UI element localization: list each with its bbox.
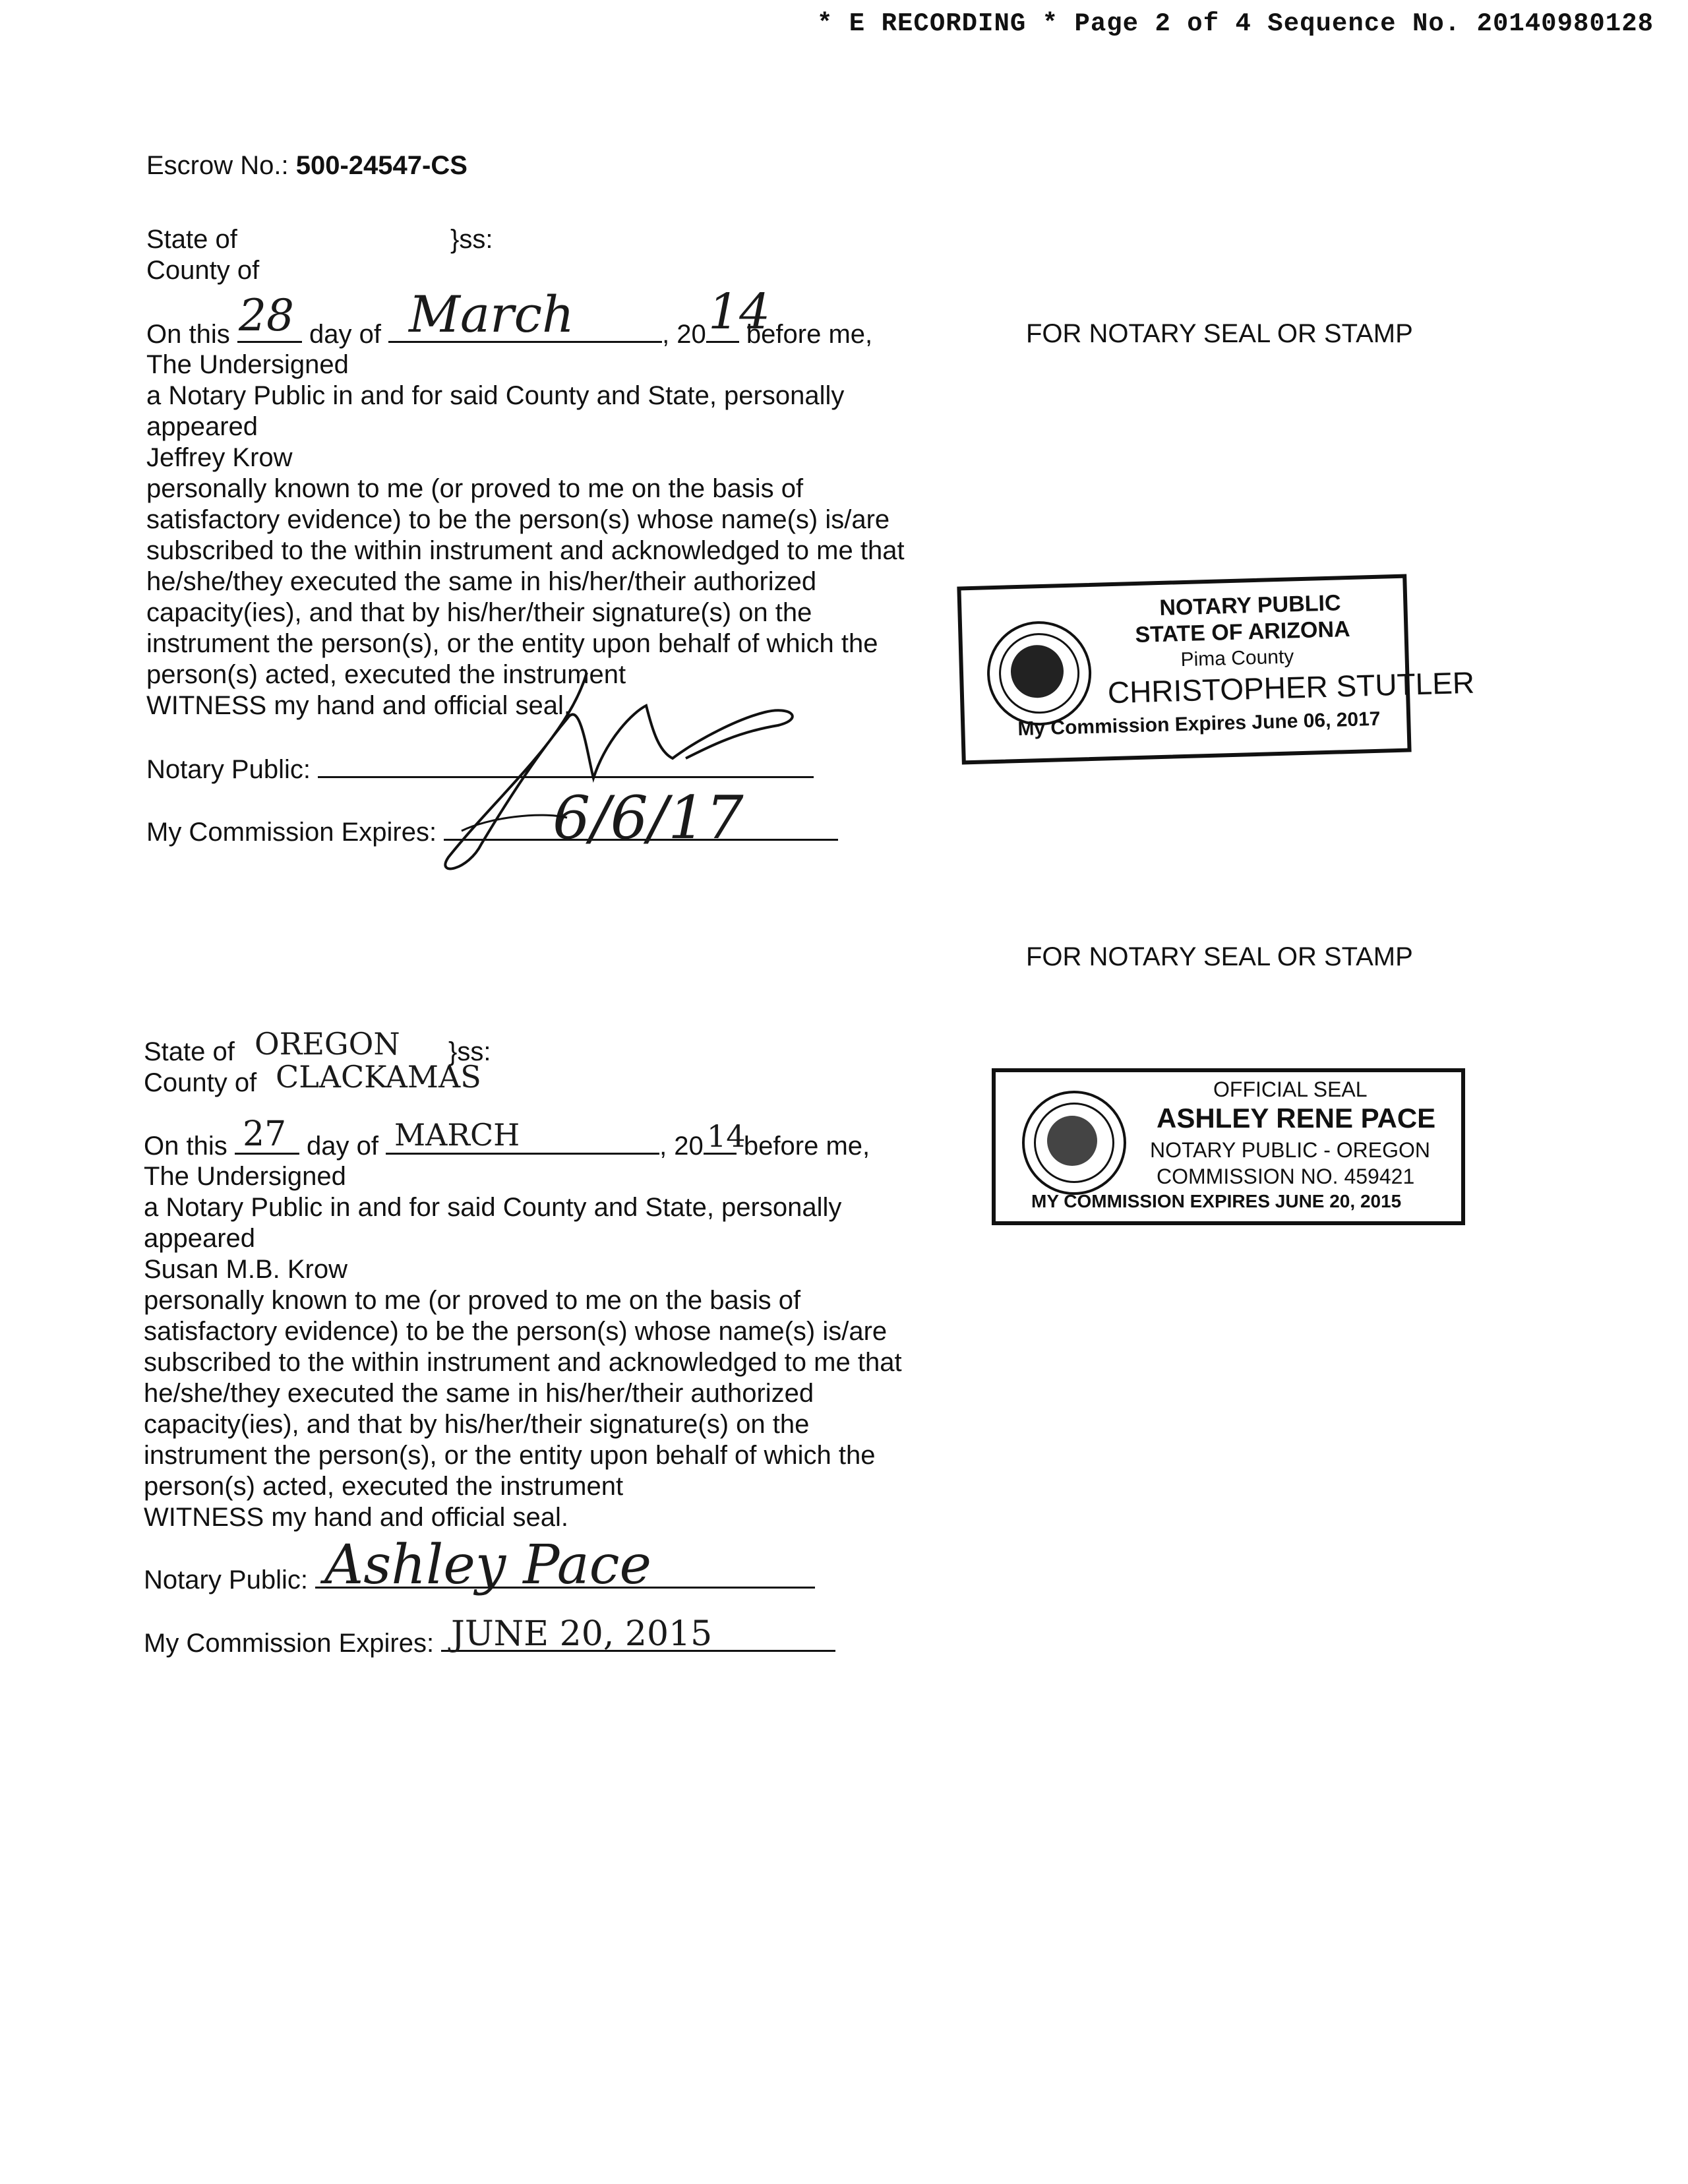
witness-line: WITNESS my hand and official seal. <box>146 691 571 720</box>
escrow-label: Escrow No.: <box>146 151 289 180</box>
appeared: appeared <box>146 412 258 441</box>
handwritten-county: CLACKAMAS <box>276 1059 481 1095</box>
ack-body-line: instrument the person(s), or the entity upon behalf of which the <box>144 1441 876 1470</box>
handwritten-signature: Ashley Pace <box>324 1534 652 1596</box>
ack-body-line: capacity(ies), and that by his/her/their signature(s) on the <box>144 1410 810 1439</box>
seal-caption: FOR NOTARY SEAL OR STAMP <box>1026 942 1413 971</box>
day-of-label: day of <box>309 320 381 349</box>
handwritten-day: 28 <box>239 290 294 341</box>
state-seal-icon <box>1022 1091 1126 1195</box>
state-label: State of <box>146 225 237 254</box>
commission-label: My Commission Expires: <box>146 818 437 847</box>
handwritten-day: 27 <box>243 1114 287 1154</box>
handwritten-year: 14 <box>708 284 771 340</box>
stamp-commission: My Commission Expires June 06, 2017 <box>1017 708 1381 741</box>
ack-body-line: satisfactory evidence) to be the person(s) whose name(s) is/are <box>144 1317 888 1346</box>
arizona-notary-stamp <box>957 574 1475 765</box>
appearing-person-name: Susan M.B. Krow <box>144 1255 348 1284</box>
handwritten-year: 14 <box>707 1118 746 1154</box>
notary-public-label: Notary Public: <box>144 1565 308 1594</box>
escrow-line <box>146 150 467 181</box>
handwritten-month: MARCH <box>394 1117 520 1153</box>
appeared: appeared <box>144 1224 256 1253</box>
stamp-title: NOTARY PUBLIC <box>1159 590 1341 621</box>
ack-body-line: satisfactory evidence) to be the person(s) whose name(s) is/are <box>146 505 890 534</box>
ss-label: }ss: <box>450 225 493 254</box>
year-prefix: , 20 <box>662 320 706 349</box>
before-me-label: before me, <box>746 320 873 349</box>
before-me-label: before me, <box>743 1132 870 1161</box>
witness-line: WITNESS my hand and official seal. <box>144 1503 568 1532</box>
year-prefix: , 20 <box>659 1132 704 1161</box>
undersigned: The Undersigned <box>146 350 349 379</box>
stamp-notary-name: ASHLEY RENE PACE <box>1157 1103 1436 1134</box>
seal-caption: FOR NOTARY SEAL OR STAMP <box>1026 319 1413 348</box>
commission-label: My Commission Expires: <box>144 1629 435 1658</box>
notary-line: a Notary Public in and for said County and State, personally <box>146 381 845 410</box>
recording-header: * E RECORDING * Page 2 of 4 Sequence No. 20140980128 <box>817 9 1654 38</box>
oregon-notary-stamp <box>992 1068 1465 1225</box>
stamp-county: Pima County <box>1180 646 1294 671</box>
ack-body-line: person(s) acted, executed the instrument <box>144 1472 624 1501</box>
county-label: County of <box>144 1068 257 1097</box>
ack-body-line: subscribed to the within instrument and acknowledged to me that <box>144 1348 902 1377</box>
notary-signature-scrawl <box>369 659 831 897</box>
county-label: County of <box>146 256 260 285</box>
handwritten-state: OREGON <box>255 1026 400 1062</box>
ack-body-line: subscribed to the within instrument and acknowledged to me that <box>146 536 905 565</box>
stamp-commission-number: COMMISSION NO. 459421 <box>1157 1165 1415 1188</box>
ack-body-line: personally known to me (or proved to me on the basis of <box>144 1286 801 1315</box>
stamp-commission: MY COMMISSION EXPIRES JUNE 20, 2015 <box>1031 1191 1402 1211</box>
ack-body-line: he/she/they executed the same in his/her/their authorized <box>146 567 817 596</box>
ack-body-line: instrument the person(s), or the entity upon behalf of which the <box>146 629 878 658</box>
stamp-state: STATE OF ARIZONA <box>1134 616 1351 648</box>
handwritten-commission-date: JUNE 20, 2015 <box>451 1614 713 1654</box>
handwritten-commission-date: 6/6/17 <box>553 783 744 853</box>
notary-line: a Notary Public in and for said County and State, personally <box>144 1193 842 1222</box>
undersigned: The Undersigned <box>144 1162 346 1191</box>
stamp-state: NOTARY PUBLIC - OREGON <box>1150 1138 1430 1162</box>
state-label: State of <box>144 1037 235 1066</box>
ss-label: }ss: <box>448 1037 491 1066</box>
stamp-notary-name: CHRISTOPHER STUTLER <box>1107 665 1475 710</box>
day-of-label: day of <box>306 1132 378 1161</box>
ack-body-line: capacity(ies), and that by his/her/their signature(s) on the <box>146 598 812 627</box>
ack-body-line: he/she/they executed the same in his/her/their authorized <box>144 1379 814 1408</box>
on-this-label: On this <box>146 320 230 349</box>
state-seal-icon <box>986 620 1093 727</box>
escrow-number: 500-24547-CS <box>295 151 467 180</box>
on-this-label: On this <box>144 1132 227 1161</box>
notary-public-label: Notary Public: <box>146 755 311 784</box>
appearing-person-name: Jeffrey Krow <box>146 443 293 472</box>
handwritten-month: March <box>409 285 574 344</box>
stamp-title: OFFICIAL SEAL <box>1213 1077 1368 1101</box>
ack-body-line: person(s) acted, executed the instrument <box>146 660 626 689</box>
ack-body-line: personally known to me (or proved to me on the basis of <box>146 474 804 503</box>
